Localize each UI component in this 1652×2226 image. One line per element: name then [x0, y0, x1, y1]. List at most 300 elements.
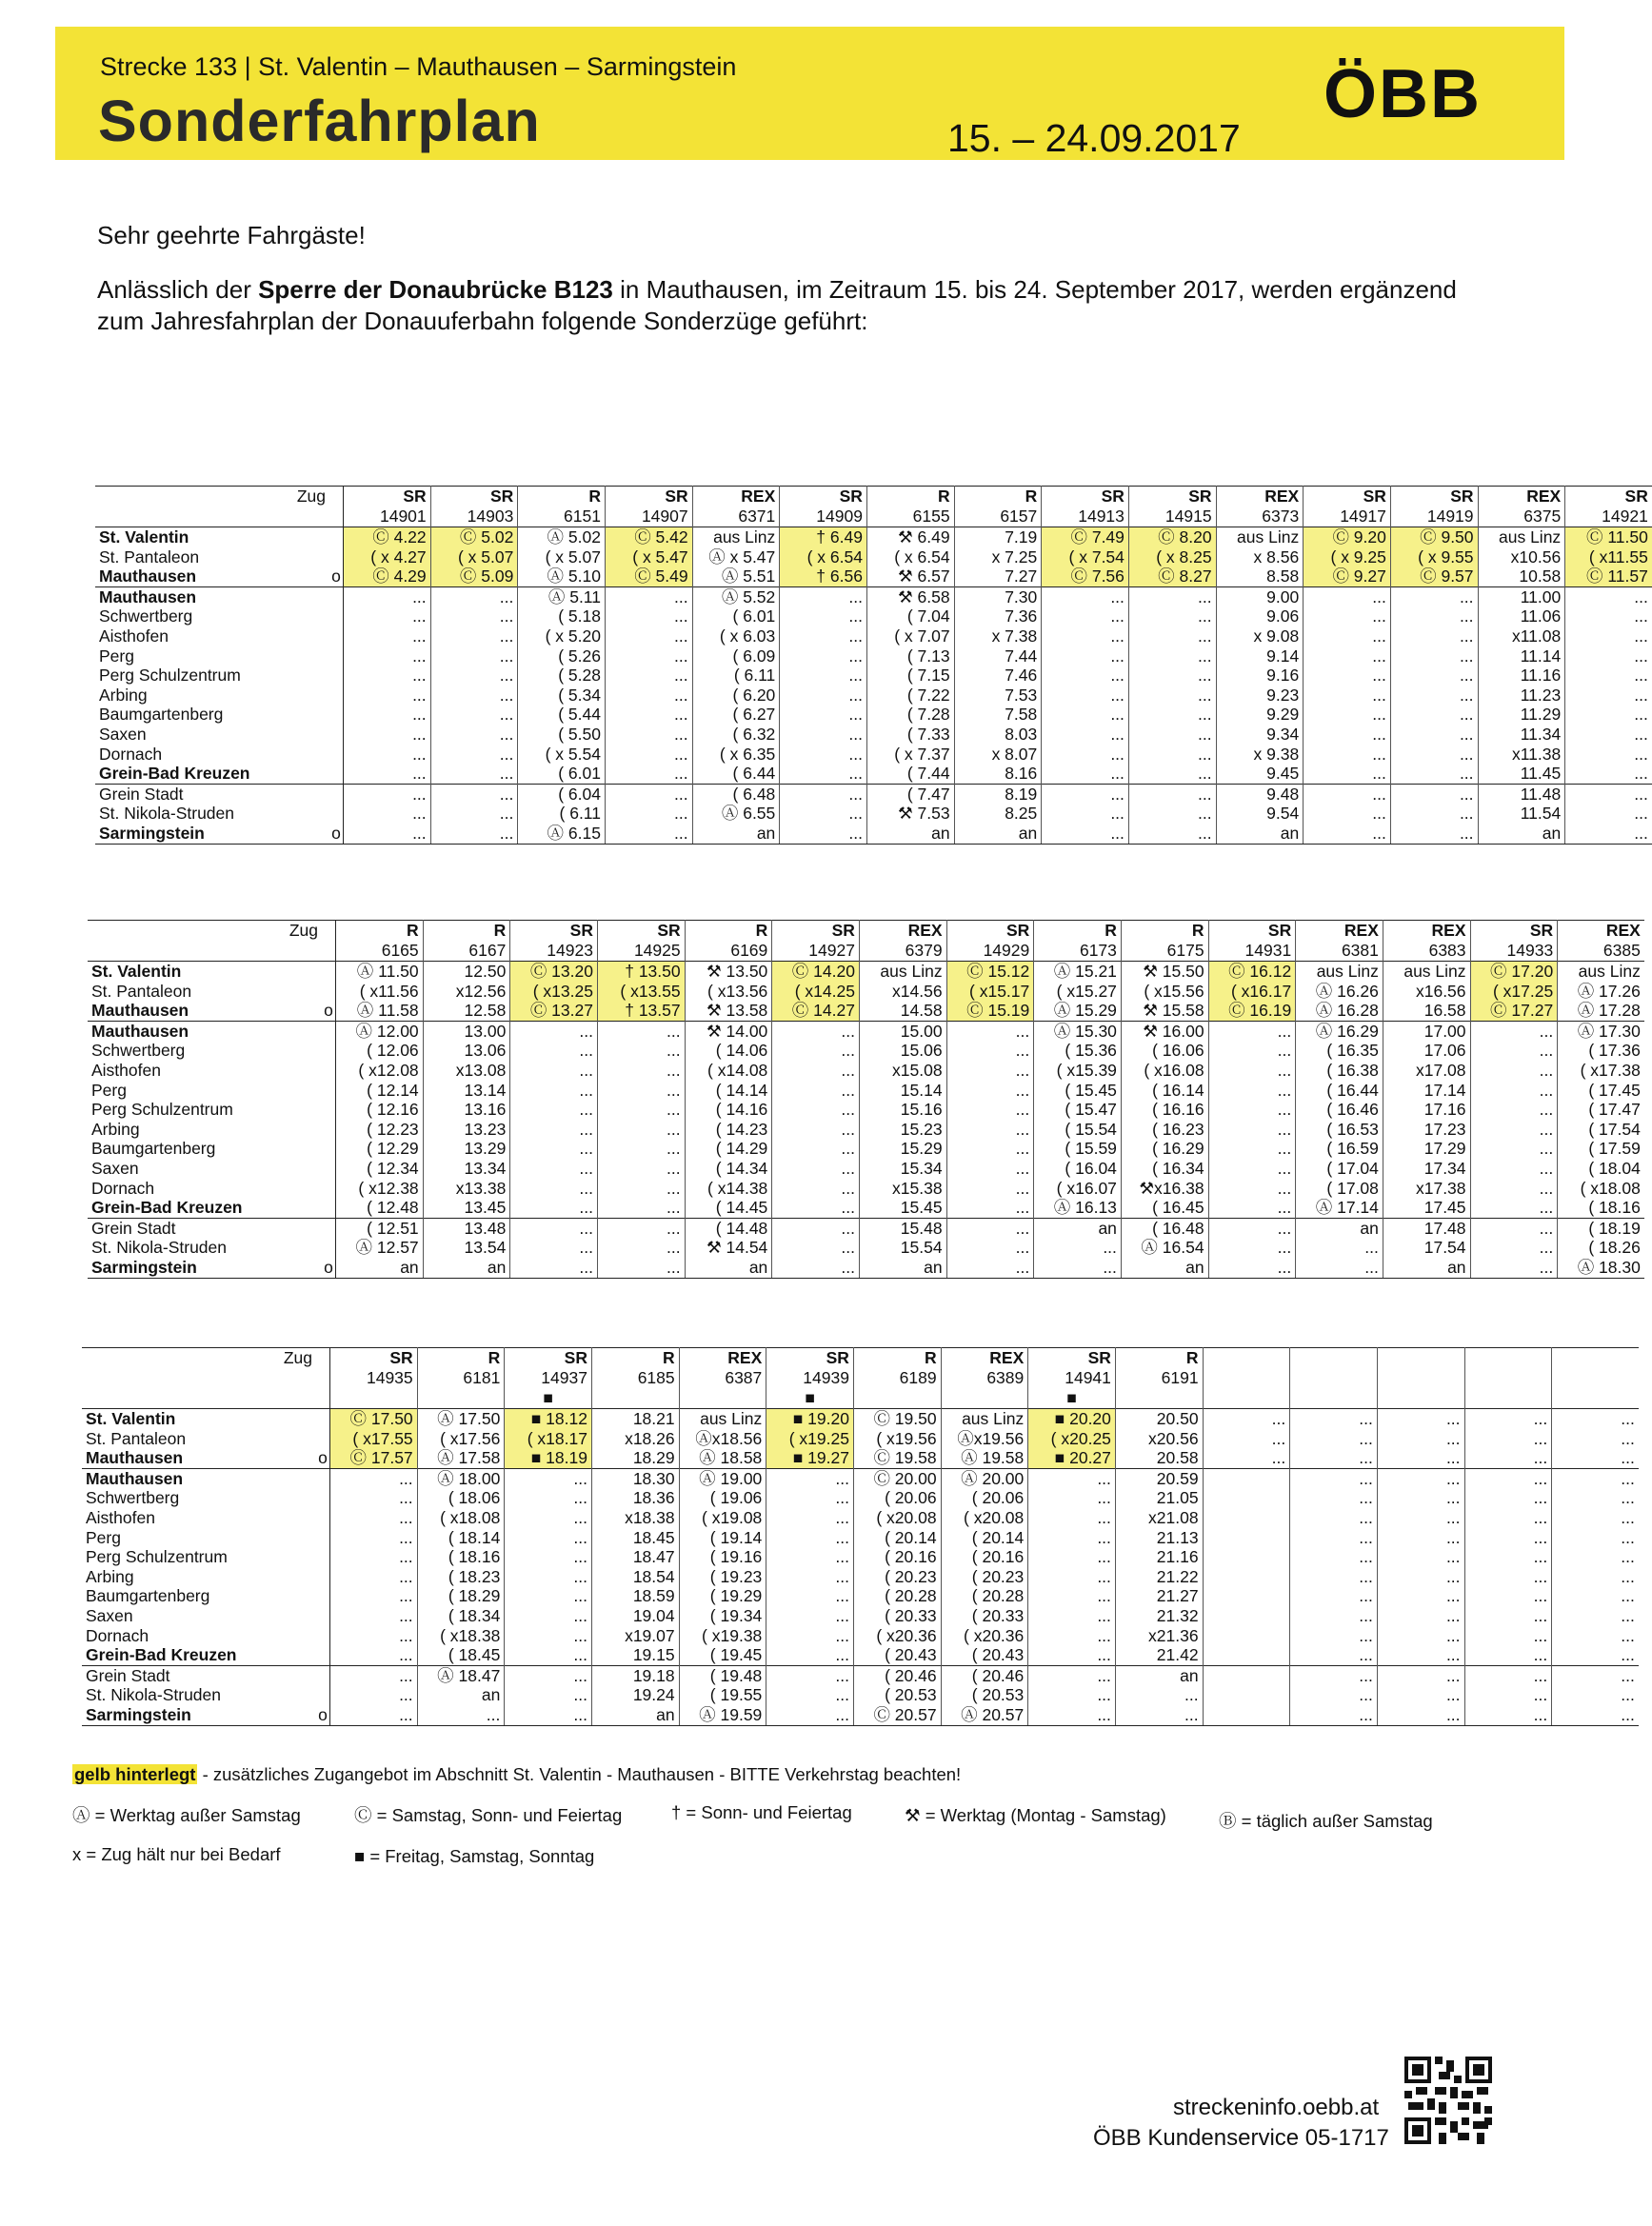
time-cell: ( x15.39: [1034, 1061, 1122, 1081]
table-row: [88, 1198, 1644, 1218]
table-row: [95, 586, 1652, 606]
time-cell: † 13.50: [597, 962, 685, 982]
time-cell: ...: [1208, 1041, 1296, 1061]
time-cell: ...: [597, 1021, 685, 1041]
time-cell: ...: [344, 666, 431, 686]
arr-dep-marker: [329, 586, 344, 606]
time-cell: Ⓒ 14.20: [772, 962, 860, 982]
arr-dep-marker: [322, 1041, 336, 1061]
time-cell: ( 6.11: [692, 666, 780, 686]
time-cell: ( 14.29: [685, 1139, 772, 1159]
time-cell: ...: [1304, 784, 1391, 804]
time-cell: ...: [510, 1179, 598, 1199]
time-cell: ...: [1377, 1547, 1464, 1567]
time-cell: ...: [430, 725, 518, 745]
time-cell: 17.34: [1383, 1159, 1470, 1179]
time-cell: an: [685, 1258, 772, 1278]
time-cell: x12.56: [423, 982, 510, 1002]
time-cell: ■ 19.20: [766, 1409, 854, 1429]
train-number: 14915: [1128, 507, 1216, 527]
time-cell: Ⓐ 20.57: [941, 1705, 1028, 1725]
time-cell: ( 19.23: [679, 1567, 766, 1587]
train-day-marker: [591, 1388, 679, 1409]
time-cell: Ⓒ 17.57: [330, 1448, 418, 1468]
time-cell: ...: [430, 745, 518, 765]
time-cell: [1203, 1567, 1290, 1587]
time-cell: ( 7.33: [866, 725, 954, 745]
time-cell: an: [336, 1258, 424, 1278]
time-cell: x17.38: [1383, 1179, 1470, 1199]
train-number: 14941: [1028, 1368, 1116, 1388]
train-type: R: [417, 1348, 505, 1369]
time-cell: ( x16.07: [1034, 1179, 1122, 1199]
time-cell: ( 6.09: [692, 646, 780, 666]
time-cell: ...: [1128, 784, 1216, 804]
time-cell: ...: [766, 1626, 854, 1646]
time-cell: ( 18.26: [1588, 1238, 1641, 1258]
time-cell: ( x15.17: [946, 982, 1034, 1002]
time-cell: 12.50: [423, 962, 510, 982]
time-cell: 21.32: [1115, 1606, 1203, 1626]
train-number: 14937: [505, 1368, 592, 1388]
time-cell: ( 6.20: [692, 686, 780, 706]
table-row: [82, 1429, 1639, 1449]
time-cell: ⚒ 6.58: [866, 586, 954, 606]
table-row: [95, 666, 1652, 686]
station-schwertberg: Schwertberg: [86, 1488, 180, 1508]
time-cell: ...: [1390, 804, 1478, 824]
time-cell: Ⓒ 5.09: [430, 566, 518, 586]
time-cell: ⚒ 13.58: [685, 1001, 772, 1021]
arr-dep-marker: [329, 527, 344, 547]
time-cell: 17.14: [1383, 1081, 1470, 1101]
time-cell: ...: [1552, 1468, 1639, 1488]
train-type: R: [853, 1348, 941, 1369]
time-cell: ...: [1634, 744, 1648, 764]
train-number: 6371: [692, 507, 780, 527]
time-cell: ( 14.45: [685, 1198, 772, 1218]
time-cell: ...: [772, 1120, 860, 1140]
time-cell: ...: [1208, 1159, 1296, 1179]
time-cell: x 9.38: [1216, 745, 1304, 765]
time-cell: ⚒ 14.00: [685, 1021, 772, 1041]
time-cell: Ⓐ 18.58: [679, 1448, 766, 1468]
time-cell: 17.23: [1383, 1120, 1470, 1140]
page-title: Sonderfahrplan: [98, 89, 541, 153]
station-st-valentin: St. Valentin: [82, 1409, 316, 1429]
time-cell: Ⓒ 5.49: [605, 566, 692, 586]
time-cell: ...: [597, 1238, 685, 1258]
time-cell: Ⓐ 5.02: [518, 527, 606, 547]
time-cell: 15.34: [859, 1159, 946, 1179]
time-cell: ...: [430, 804, 518, 824]
train-number: 6175: [1121, 941, 1208, 962]
time-cell: ...: [772, 1021, 860, 1041]
station-grein-stadt: Grein Stadt: [82, 1665, 316, 1685]
time-cell: x19.07: [591, 1626, 679, 1646]
time-cell: ...: [1470, 1021, 1558, 1041]
time-cell: ( 15.54: [1034, 1120, 1122, 1140]
time-cell: ...: [597, 1179, 685, 1199]
train-type: SR: [505, 1348, 592, 1369]
legend-cross: † = Sonn- und Feiertag: [671, 1802, 852, 1822]
time-cell: ...: [1296, 1238, 1383, 1258]
time-cell: ...: [605, 586, 692, 606]
time-cell: ...: [1621, 1547, 1635, 1567]
time-cell: Ⓒ 4.29: [344, 566, 431, 586]
legend-yellow-label: gelb hinterlegt: [74, 1764, 196, 1784]
time-cell: 20.50: [1115, 1409, 1203, 1429]
timetable-3: [82, 1347, 1639, 1726]
time-cell: ( 5.26: [518, 646, 606, 666]
train-type: SR: [772, 921, 860, 942]
oebb-logo: ÖBB: [1324, 56, 1482, 132]
station-st-valentin: St. Valentin: [88, 962, 322, 982]
time-cell: ...: [766, 1645, 854, 1665]
time-cell: ...: [1128, 686, 1216, 706]
header-spacer: [82, 1388, 316, 1409]
time-cell: Ⓐ 12.57: [336, 1238, 424, 1258]
time-cell: ...: [330, 1586, 418, 1606]
time-cell: ...: [1621, 1586, 1635, 1606]
time-cell: ...: [780, 745, 867, 765]
time-cell: ( 12.51: [336, 1218, 424, 1238]
time-cell: ( 5.18: [518, 606, 606, 626]
time-cell: ...: [1028, 1626, 1116, 1646]
arr-dep-marker: [316, 1645, 330, 1665]
time-cell: ...: [772, 1238, 860, 1258]
time-cell: ...: [1634, 705, 1648, 725]
time-cell: ...: [766, 1665, 854, 1685]
train-type: R: [685, 921, 772, 942]
time-cell: ...: [597, 1159, 685, 1179]
time-cell: ( x 5.07: [430, 547, 518, 567]
time-cell: ...: [772, 1100, 860, 1120]
time-cell: Ⓒ 4.22: [344, 527, 431, 547]
time-cell: ...: [1290, 1468, 1378, 1488]
time-cell: 21.27: [1115, 1586, 1203, 1606]
time-cell: ...: [1464, 1567, 1552, 1587]
time-cell: ( 6.01: [518, 764, 606, 784]
time-cell: ...: [1042, 764, 1129, 784]
time-cell: [1203, 1586, 1290, 1606]
time-cell: 7.36: [954, 606, 1042, 626]
train-number: 6189: [853, 1368, 941, 1388]
time-cell: ...: [780, 666, 867, 686]
train-type: SR: [1390, 487, 1478, 507]
time-cell: ...: [597, 1081, 685, 1101]
time-cell: 19.24: [591, 1685, 679, 1705]
time-cell: Ⓐ 15.30: [1034, 1021, 1122, 1041]
time-cell: ...: [1042, 804, 1129, 824]
time-cell: [1203, 1685, 1290, 1705]
time-cell: ...: [946, 1159, 1034, 1179]
time-cell: ...: [1203, 1409, 1290, 1429]
time-cell: 13.16: [423, 1100, 510, 1120]
time-cell: ...: [772, 1061, 860, 1081]
time-cell: ( x19.25: [766, 1429, 854, 1449]
table-row: [88, 1179, 1644, 1199]
time-cell: ( 18.16: [417, 1547, 505, 1567]
time-cell: ...: [1304, 666, 1391, 686]
time-cell: ...: [1390, 626, 1478, 646]
station-saxen: Saxen: [86, 1605, 133, 1625]
arr-dep-marker: [329, 804, 344, 824]
time-cell: ...: [946, 1139, 1034, 1159]
qr-code-icon: [1404, 2057, 1492, 2144]
time-cell: ...: [505, 1567, 592, 1587]
time-cell: 18.59: [591, 1586, 679, 1606]
station-sarmingstein: Sarmingstein: [95, 824, 329, 844]
time-cell: ( 16.45: [1121, 1198, 1208, 1218]
time-cell: ...: [1208, 1081, 1296, 1101]
time-cell: [1203, 1488, 1290, 1508]
time-cell: ( x17.38: [1580, 1060, 1641, 1080]
time-cell: 15.23: [859, 1120, 946, 1140]
time-cell: ...: [1565, 586, 1652, 606]
station-perg: Perg: [99, 646, 134, 666]
time-cell: ...: [1464, 1488, 1552, 1508]
time-cell: 19.18: [591, 1665, 679, 1685]
time-cell: ...: [1208, 1179, 1296, 1199]
time-cell: [1203, 1547, 1290, 1567]
time-cell: [1203, 1665, 1290, 1685]
train-type: [1377, 1348, 1464, 1369]
time-cell: ( 17.36: [1588, 1041, 1641, 1061]
arr-dep-marker: o: [329, 566, 344, 586]
time-cell: ...: [1028, 1685, 1116, 1705]
time-cell: 11.45: [1478, 764, 1565, 784]
table-row: [95, 705, 1652, 725]
time-cell: 11.54: [1478, 804, 1565, 824]
time-cell: 18.47: [591, 1547, 679, 1567]
time-cell: ( 19.06: [679, 1488, 766, 1508]
time-cell: ⚒ 7.53: [866, 804, 954, 824]
station-arbing: Arbing: [86, 1566, 134, 1586]
time-cell: x21.08: [1115, 1508, 1203, 1528]
time-cell: ...: [1128, 804, 1216, 824]
time-cell: 7.58: [954, 705, 1042, 725]
train-number: 6169: [685, 941, 772, 962]
train-number: 14933: [1470, 941, 1558, 962]
time-cell: 18.30: [591, 1468, 679, 1488]
time-cell: ...: [1304, 646, 1391, 666]
time-cell: ( 14.34: [685, 1159, 772, 1179]
time-cell: ...: [1208, 1258, 1296, 1278]
time-cell: ...: [1128, 745, 1216, 765]
station-baumgartenberg: Baumgartenberg: [86, 1586, 210, 1606]
time-cell: 17.06: [1383, 1041, 1470, 1061]
time-cell: ...: [1390, 784, 1478, 804]
train-type: SR: [1470, 921, 1558, 942]
train-number: 6157: [954, 507, 1042, 527]
time-cell: ( x14.38: [685, 1179, 772, 1199]
time-cell: an: [1121, 1258, 1208, 1278]
time-cell: ( x15.27: [1034, 982, 1122, 1002]
legend-b: Ⓑ = täglich außer Samstag: [1219, 1811, 1433, 1831]
time-cell: ...: [780, 705, 867, 725]
time-cell: 10.58: [1478, 566, 1565, 586]
time-cell: ( 16.29: [1121, 1139, 1208, 1159]
time-cell: ...: [510, 1258, 598, 1278]
time-cell: ...: [1377, 1606, 1464, 1626]
train-number: 14935: [330, 1368, 418, 1388]
time-cell: ( 12.29: [336, 1139, 424, 1159]
train-number: 6383: [1383, 941, 1470, 962]
time-cell: 15.14: [859, 1081, 946, 1101]
time-cell: Ⓐ 15.21: [1034, 962, 1122, 982]
time-cell: ...: [1464, 1409, 1552, 1429]
arr-dep-marker: o: [316, 1705, 330, 1725]
time-cell: ...: [1464, 1705, 1552, 1725]
time-cell: ...: [772, 1041, 860, 1061]
train-number: 6379: [859, 941, 946, 962]
time-cell: Ⓐ 17.30: [1558, 1021, 1644, 1041]
time-cell: 7.19: [954, 527, 1042, 547]
time-cell: Ⓐ 16.54: [1121, 1238, 1208, 1258]
time-cell: x 8.56: [1216, 547, 1304, 567]
train-number: 6185: [591, 1368, 679, 1388]
train-number: 6165: [336, 941, 424, 962]
table-row: [88, 1218, 1644, 1238]
time-cell: Ⓒ 17.27: [1470, 1001, 1558, 1021]
train-day-marker: [1464, 1388, 1552, 1409]
time-cell: Ⓐx18.56: [679, 1429, 766, 1449]
time-cell: ⚒ 15.58: [1121, 1001, 1208, 1021]
train-number: 6155: [866, 507, 954, 527]
time-cell: ...: [766, 1586, 854, 1606]
time-cell: ...: [330, 1606, 418, 1626]
time-cell: ...: [344, 606, 431, 626]
time-cell: ...: [605, 784, 692, 804]
intro-part-1: Anlässlich der: [97, 275, 259, 304]
time-cell: 15.16: [859, 1100, 946, 1120]
time-cell: 17.00: [1383, 1021, 1470, 1041]
station-mauthausen: Mauthausen: [86, 1448, 184, 1468]
time-cell: ⚒ 16.00: [1121, 1021, 1208, 1041]
time-cell: ...: [505, 1508, 592, 1528]
station-sarmingstein: Sarmingstein: [88, 1258, 322, 1278]
time-cell: 17.16: [1383, 1100, 1470, 1120]
time-cell: ( 20.16: [941, 1547, 1028, 1567]
train-number: 14917: [1304, 507, 1391, 527]
station-perg-schulzentrum: Perg Schulzentrum: [91, 1100, 233, 1120]
time-cell: ...: [605, 804, 692, 824]
time-cell: ( 7.44: [866, 764, 954, 784]
time-cell: ( 20.06: [853, 1488, 941, 1508]
time-cell: ( 18.14: [417, 1528, 505, 1548]
table-row: [95, 725, 1652, 745]
time-cell: 9.54: [1216, 804, 1304, 824]
time-cell: ...: [505, 1665, 592, 1685]
time-cell: ( 7.47: [866, 784, 954, 804]
time-cell: ...: [505, 1645, 592, 1665]
table-row: [82, 1685, 1639, 1705]
train-type: SR: [1208, 921, 1296, 942]
train-type: SR: [1042, 487, 1129, 507]
time-cell: [1203, 1606, 1290, 1626]
time-cell: 13.00: [423, 1021, 510, 1041]
time-cell: ...: [1552, 1705, 1639, 1725]
time-cell: ...: [780, 586, 867, 606]
time-cell: aus Linz: [1296, 962, 1383, 982]
time-cell: Ⓒ 15.12: [946, 962, 1034, 982]
time-cell: [1203, 1645, 1290, 1665]
station-st-valentin: St. Valentin: [95, 527, 329, 547]
time-cell: ( 12.48: [336, 1198, 424, 1218]
time-cell: an: [1478, 824, 1565, 844]
time-cell: ...: [505, 1528, 592, 1548]
train-day-marker: ■: [1028, 1388, 1116, 1409]
time-cell: ( 16.34: [1121, 1159, 1208, 1179]
train-day-marker: [1552, 1388, 1639, 1409]
station-st-nikola-struden: St. Nikola-Struden: [91, 1238, 228, 1258]
time-cell: aus Linz: [679, 1409, 766, 1429]
train-type: R: [1121, 921, 1208, 942]
time-cell: ...: [1296, 1258, 1383, 1278]
time-cell: ( 18.04: [1588, 1158, 1641, 1178]
time-cell: ( 20.46: [941, 1665, 1028, 1685]
time-cell: Ⓒ 19.50: [853, 1409, 941, 1429]
time-cell: ...: [1464, 1606, 1552, 1626]
time-cell: ( x20.36: [941, 1626, 1028, 1646]
station-mauthausen: Mauthausen: [91, 1001, 189, 1021]
train-day-marker: ■: [505, 1388, 592, 1409]
time-cell: Ⓐ 18.00: [417, 1468, 505, 1488]
time-cell: ■ 20.27: [1028, 1448, 1116, 1468]
arr-dep-marker: [316, 1468, 330, 1488]
train-type: R: [518, 487, 606, 507]
time-cell: Ⓒ 9.27: [1304, 566, 1391, 586]
time-cell: 13.23: [423, 1120, 510, 1140]
time-cell: ...: [1304, 686, 1391, 706]
time-cell: ...: [1621, 1605, 1635, 1625]
table-row: [88, 1041, 1644, 1061]
table-row: [95, 646, 1652, 666]
timetable-1: [95, 486, 1652, 845]
time-cell: ( 19.29: [679, 1586, 766, 1606]
time-cell: Ⓐ 17.50: [417, 1409, 505, 1429]
time-cell: ...: [946, 1198, 1034, 1218]
train-number: 6375: [1478, 507, 1565, 527]
time-cell: ...: [505, 1705, 592, 1725]
time-cell: ( x18.38: [417, 1626, 505, 1646]
time-cell: Ⓐ 15.29: [1034, 1001, 1122, 1021]
time-cell: ( x12.38: [336, 1179, 424, 1199]
time-cell: ...: [1304, 745, 1391, 765]
route-title: Strecke 133 | St. Valentin – Mauthausen – Sarmingstein: [100, 52, 737, 81]
arr-dep-marker: [322, 1021, 336, 1041]
time-cell: Ⓐ 17.14: [1296, 1198, 1383, 1218]
time-cell: ...: [330, 1645, 418, 1665]
table-row: [88, 1061, 1644, 1081]
time-cell: aus Linz: [941, 1409, 1028, 1429]
time-cell: 8.58: [1216, 566, 1304, 586]
time-cell: x10.56: [1478, 547, 1565, 567]
time-cell: ...: [1634, 646, 1648, 666]
time-cell: Ⓒ 16.19: [1208, 1001, 1296, 1021]
table-row: [82, 1508, 1639, 1528]
time-cell: ⚒x16.38: [1121, 1179, 1208, 1199]
time-cell: ...: [1377, 1705, 1464, 1725]
time-cell: ...: [772, 1081, 860, 1101]
time-cell: ...: [1390, 606, 1478, 626]
table-row: [82, 1705, 1639, 1725]
train-number: 14927: [772, 941, 860, 962]
time-cell: ...: [766, 1508, 854, 1528]
arr-dep-marker: [329, 646, 344, 666]
time-cell: ...: [510, 1238, 598, 1258]
